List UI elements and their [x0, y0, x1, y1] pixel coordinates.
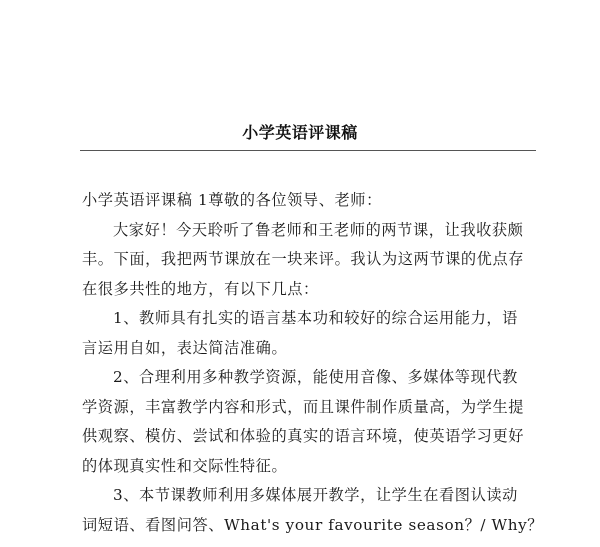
point-3-line: 词短语、看图问答、What's your favourite season？/ Why？ — [82, 515, 544, 534]
document-body — [82, 186, 544, 540]
point-3-line: 3、本节课教师利用多媒体展开教学，让学生在看图认读动 — [113, 486, 518, 504]
point-1-line: 1、教师具有扎实的语言基本功和较好的综合运用能力，语 — [113, 309, 518, 327]
point-2-line: 的体现真实性和交际性特征。 — [82, 456, 288, 475]
point-2-line: 2、合理利用多种教学资源，能使用音像、多媒体等现代教 — [113, 368, 518, 386]
point-1-line: 言运用自如，表达简洁准确。 — [82, 338, 288, 357]
intro-line: 小学英语评课稿 1尊敬的各位领导、老师： — [82, 191, 382, 209]
point-2-line: 学资源，丰富教学内容和形式，而且课件制作质量高，为学生提 — [82, 397, 525, 416]
point-2-line: 供观察、模仿、尝试和体验的真实的语言环境，使英语学习更好 — [82, 427, 525, 445]
paragraph-line: 大家好！今天聆听了鲁老师和王老师的两节课，让我收获颇 — [113, 220, 524, 239]
title-divider — [80, 150, 536, 151]
paragraph-line: 丰。下面，我把两节课放在一块来评。我认为这两节课的优点存 — [82, 250, 525, 268]
paragraph-line: 在很多共性的地方，有以下几点： — [82, 279, 319, 298]
document-title: 小学英语评课稿 — [242, 123, 358, 142]
